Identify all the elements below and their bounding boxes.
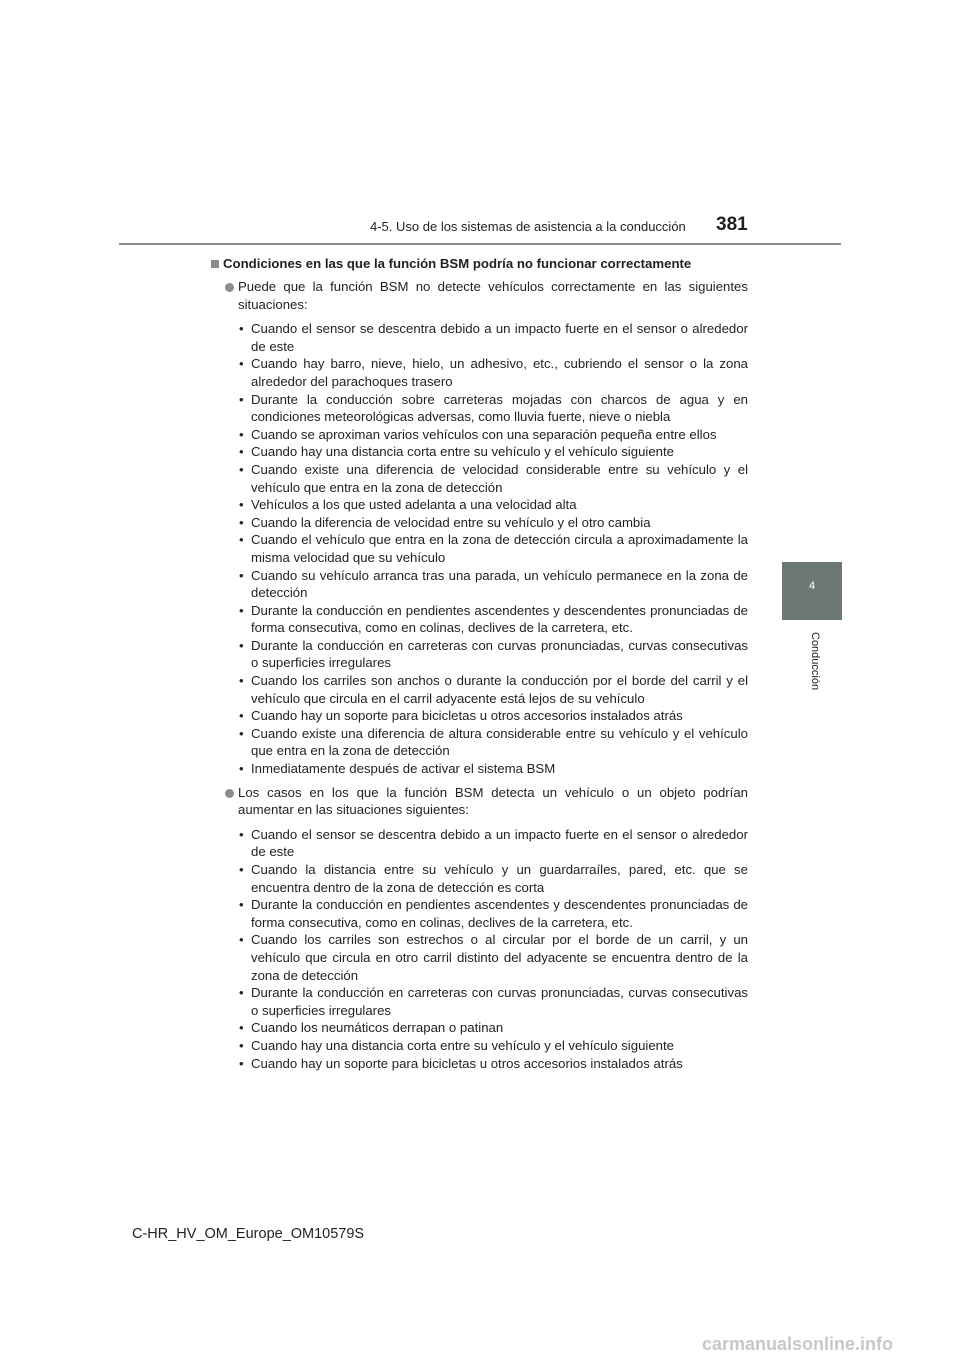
list-item-text: Durante la conducción en pendientes ascendentes y descendentes pronunciadas de forma consecutiva, como en colinas, declives de la carretera, etc.	[251, 602, 748, 636]
dot-bullet-icon: •	[239, 673, 244, 689]
list-item-text: Cuando los carriles son anchos o durante la conducción por el borde del carril y el vehículo que circula en el carril adyacente está lejos de su vehículo	[251, 673, 748, 706]
dot-bullet-icon: •	[239, 356, 244, 372]
list-item	[210, 426, 748, 444]
list-item-text: Cuando el sensor se descentra debido a un impacto fuerte en el sensor o alrededor de este	[251, 826, 748, 860]
header-rule	[119, 243, 841, 245]
list-item-text: Cuando los carriles son estrechos o al circular por el borde de un carril, y un vehículo que circula en otro carril distinto del adyacente se encuentra dentro de la zona de detección	[251, 932, 748, 983]
dot-bullet-icon: •	[239, 514, 244, 530]
list-item-text: Cuando se aproximan varios vehículos con una separación pequeña entre ellos	[251, 426, 717, 442]
list-item	[210, 984, 748, 1019]
dot-bullet-icon: •	[239, 637, 244, 653]
sub-list	[210, 826, 748, 1072]
dot-bullet-icon: •	[239, 444, 244, 460]
list-item	[210, 725, 748, 760]
list-item-text: Cuando existe una diferencia de altura considerable entre su vehículo y el vehículo que entra en la zona de detección	[251, 725, 748, 759]
dot-bullet-icon: •	[239, 708, 244, 724]
dot-bullet-icon: •	[239, 1037, 244, 1053]
list-item-text: Cuando hay barro, nieve, hielo, un adhesivo, etc., cubriendo el sensor o la zona alrededor del parachoques trasero	[251, 356, 748, 389]
list-item	[210, 1019, 748, 1037]
list-item	[210, 567, 748, 602]
dot-bullet-icon: •	[239, 426, 244, 442]
section-heading-text: Condiciones en las que la función BSM podría no funcionar correctamente	[223, 256, 692, 271]
chapter-tab	[782, 562, 842, 620]
list-item	[210, 861, 748, 896]
dot-bullet-icon: •	[239, 461, 244, 477]
list-item	[210, 1055, 748, 1073]
list-item-text: Durante la conducción en carreteras con curvas pronunciadas, curvas consecutivas o superficies irregulares	[251, 637, 748, 671]
list-item	[210, 391, 748, 426]
list-item	[210, 760, 748, 778]
bullet-paragraph	[210, 278, 748, 313]
circle-bullet-icon	[225, 789, 234, 798]
header-section-title: 4-5. Uso de los sistemas de asistencia a la conducción	[370, 219, 686, 234]
list-item-text: Durante la conducción en carreteras con curvas pronunciadas, curvas consecutivas o superficies irregulares	[251, 985, 748, 1018]
list-item	[210, 355, 748, 390]
page-number: 381	[716, 214, 748, 235]
list-item	[210, 496, 748, 514]
list-item	[210, 1037, 748, 1055]
dot-bullet-icon: •	[239, 985, 244, 1001]
list-item	[210, 672, 748, 707]
list-item-text: Cuando hay una distancia corta entre su vehículo y el vehículo siguiente	[251, 1037, 674, 1053]
list-item-text: Cuando su vehículo arranca tras una parada, un vehículo permanece en la zona de detección	[251, 567, 748, 601]
list-item-text: Cuando el sensor se descentra debido a un impacto fuerte en el sensor o alrededor de este	[251, 321, 748, 354]
bullet-paragraph	[210, 784, 748, 819]
dot-bullet-icon: •	[239, 862, 244, 877]
dot-bullet-icon: •	[239, 897, 244, 913]
list-item-text: Cuando la distancia entre su vehículo y un guardarraíles, pared, etc. que se encuentra dentro de la zona de detección es corta	[251, 862, 748, 895]
list-item	[210, 826, 748, 861]
list-item-text: Cuando hay un soporte para bicicletas u otros accesorios instalados atrás	[251, 1055, 683, 1071]
dot-bullet-icon: •	[239, 1055, 244, 1071]
list-item	[210, 931, 748, 984]
list-item	[210, 443, 748, 461]
bullet-text: Puede que la función BSM no detecte vehículos correctamente en las siguientes situaciones:	[238, 279, 748, 312]
list-item-text: Cuando hay una distancia corta entre su vehículo y el vehículo siguiente	[251, 444, 674, 460]
list-item	[210, 531, 748, 566]
list-item-text: Inmediatamente después de activar el sistema BSM	[251, 761, 556, 777]
list-item	[210, 320, 748, 355]
dot-bullet-icon: •	[239, 602, 244, 618]
watermark: carmanualsonline.info	[702, 1334, 894, 1354]
chapter-tab-label: Conducción	[809, 632, 821, 691]
list-item-text: Cuando hay un soporte para bicicletas u otros accesorios instalados atrás	[251, 708, 683, 724]
list-item	[210, 896, 748, 931]
dot-bullet-icon: •	[239, 567, 244, 583]
list-item-text: Durante la conducción sobre carreteras mojadas con charcos de agua y en condiciones meteorológicas adversas, como lluvia fuerte, nieve o niebla	[251, 391, 748, 425]
dot-bullet-icon: •	[239, 532, 244, 548]
list-item-text: Cuando los neumáticos derrapan o patinan	[251, 1020, 504, 1036]
main-content	[210, 256, 748, 1078]
dot-bullet-icon: •	[239, 826, 244, 842]
sub-list	[210, 320, 748, 777]
dot-bullet-icon: •	[239, 1020, 244, 1036]
square-bullet-icon	[211, 260, 219, 268]
dot-bullet-icon: •	[239, 321, 244, 337]
section-heading	[210, 256, 748, 272]
list-item	[210, 637, 748, 672]
dot-bullet-icon: •	[239, 391, 244, 407]
list-item-text: Durante la conducción en pendientes ascendentes y descendentes pronunciadas de forma consecutiva, como en colinas, declives de la carretera, etc.	[251, 897, 748, 930]
list-item	[210, 514, 748, 532]
list-item-text: Cuando existe una diferencia de velocidad considerable entre su vehículo y el vehículo que entra en la zona de detección	[251, 461, 748, 495]
chapter-tab-number: 4	[808, 580, 816, 592]
list-item	[210, 461, 748, 496]
dot-bullet-icon: •	[239, 932, 244, 948]
document-code: C-HR_HV_OM_Europe_OM10579S	[132, 1226, 365, 1242]
dot-bullet-icon: •	[239, 725, 244, 741]
bullet-text: Los casos en los que la función BSM detecta un vehículo o un objeto podrían aumentar en las situaciones siguientes:	[238, 784, 748, 818]
list-item-text: Cuando el vehículo que entra en la zona de detección circula a aproximadamente la misma velocidad que su vehículo	[251, 532, 748, 565]
list-item-text: Cuando la diferencia de velocidad entre su vehículo y el otro cambia	[251, 514, 651, 530]
list-item	[210, 707, 748, 725]
dot-bullet-icon: •	[239, 497, 244, 513]
list-item	[210, 602, 748, 637]
circle-bullet-icon	[225, 283, 234, 292]
dot-bullet-icon: •	[239, 761, 244, 777]
list-item-text: Vehículos a los que usted adelanta a una velocidad alta	[251, 497, 577, 513]
